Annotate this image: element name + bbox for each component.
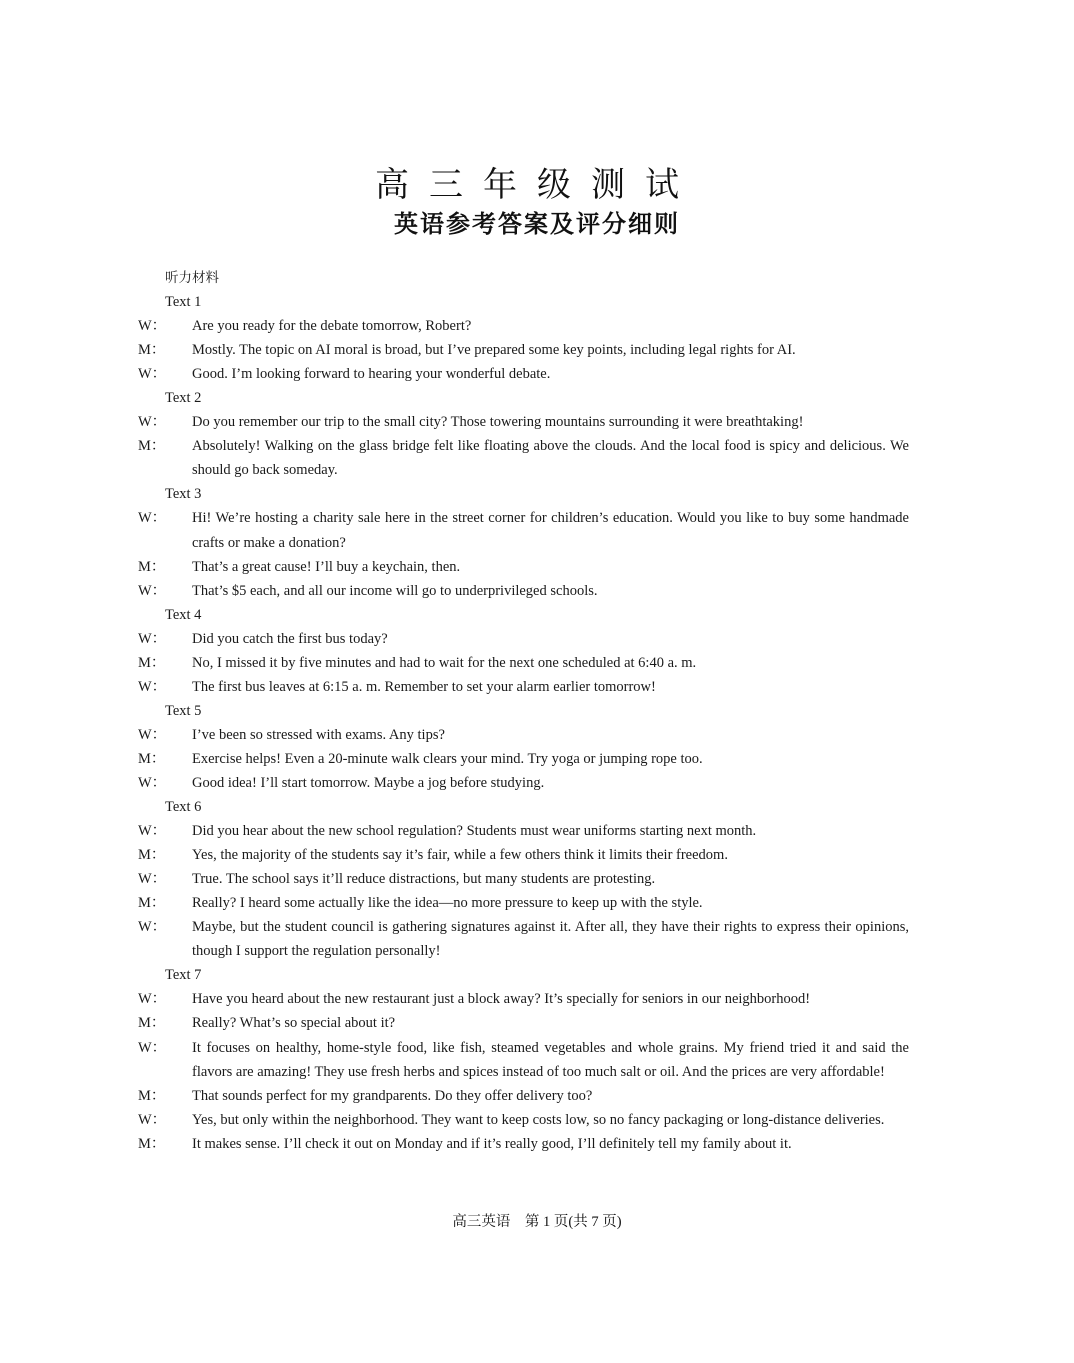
speaker-label: M： (138, 847, 166, 864)
dialogue-text: Good. I’m looking forward to hearing your wonderful debate. (192, 366, 551, 383)
speaker-label: W： (138, 991, 167, 1008)
dialogue-line (138, 723, 909, 747)
speaker-label: W： (138, 726, 167, 743)
speaker-label: M： (138, 750, 166, 767)
text-heading: Text 5 (165, 702, 202, 719)
speaker-label: W： (138, 823, 167, 840)
text-heading: Text 2 (165, 390, 202, 407)
dialogue-text: Maybe, but the student council is gathering signatures against it. After all, they have their rights to express their opinions, though I support the regulation personally! (192, 919, 909, 960)
dialogue-line (138, 579, 909, 603)
dialogue-line (138, 819, 909, 843)
text-heading: Text 7 (165, 967, 202, 984)
dialogue-line (138, 891, 909, 915)
dialogue-line (138, 651, 909, 675)
speaker-label: W： (138, 1111, 167, 1128)
dialogue-text: Absolutely! Walking on the glass bridge felt like floating above the clouds. And the local food is spicy and delicious. We should go back someday. (192, 438, 909, 479)
dialogue-line (138, 338, 909, 362)
dialogue-line (138, 1036, 909, 1084)
dialogue-line (138, 314, 909, 338)
speaker-label: W： (138, 510, 167, 527)
dialogue-text: True. The school says it’ll reduce distractions, but many students are protesting. (192, 871, 656, 888)
dialogue-text: Exercise helps! Even a 20-minute walk clears your mind. Try yoga or jumping rope too. (192, 750, 703, 767)
dialogue-line (138, 747, 909, 771)
speaker-label: M： (138, 1087, 166, 1104)
listening-material (138, 266, 909, 1156)
dialogue-line (138, 1108, 909, 1132)
speaker-label: M： (138, 438, 166, 455)
dialogue-line (138, 434, 909, 482)
dialogue-text: Hi! We’re hosting a charity sale here in the street corner for children’s education. Would you like to buy some handmade crafts or make a donation? (192, 510, 909, 551)
dialogue-line (138, 843, 909, 867)
page-footer: 高三英语 第 1 页(共 7 页) (452, 1214, 622, 1230)
dialogue-text: Are you ready for the debate tomorrow, Robert? (192, 318, 472, 335)
dialogue-text: Really? What’s so special about it? (192, 1015, 396, 1032)
dialogue-line (138, 771, 909, 795)
dialogue-text: Have you heard about the new restaurant just a block away? It’s specially for seniors in our neighborhood! (192, 991, 811, 1008)
dialogue-text: No, I missed it by five minutes and had to wait for the next one scheduled at 6:40 a. m. (192, 654, 697, 671)
dialogue-text: Mostly. The topic on AI moral is broad, but I’ve prepared some key points, including legal rights for AI. (192, 342, 796, 359)
dialogue-text: That sounds perfect for my grandparents. Do they offer delivery too? (192, 1087, 593, 1104)
dialogue-line (138, 555, 909, 579)
speaker-label: W： (138, 774, 167, 791)
dialogue-text: Do you remember our trip to the small city? Those towering mountains surrounding it were breathtaking! (192, 414, 804, 431)
speaker-label: M： (138, 1135, 166, 1152)
dialogue-text: It makes sense. I’ll check it out on Monday and if it’s really good, I’ll definitely tell my family about it. (192, 1135, 792, 1152)
speaker-label: W： (138, 630, 167, 647)
speaker-label: M： (138, 895, 166, 912)
dialogue-text: That’s a great cause! I’ll buy a keychain, then. (192, 558, 461, 575)
speaker-label: W： (138, 366, 167, 383)
dialogue-line (138, 1084, 909, 1108)
dialogue-text: Did you hear about the new school regulation? Students must wear uniforms starting next month. (192, 823, 757, 840)
text-heading: Text 4 (165, 606, 202, 623)
speaker-label: W： (138, 919, 167, 936)
dialogue-text: Good idea! I’ll start tomorrow. Maybe a jog before studying. (192, 774, 545, 791)
dialogue-text: Really? I heard some actually like the idea—no more pressure to keep up with the style. (192, 895, 703, 912)
speaker-label: M： (138, 1015, 166, 1032)
dialogue-line (138, 362, 909, 386)
dialogue-text: It focuses on healthy, home-style food, like fish, steamed vegetables and whole grains. My friend tried it and said the flavors are amazing! They use fresh herbs and spices instead of too much salt or oil. And the prices are very affordable! (192, 1039, 909, 1080)
section-label: 听力材料 (165, 270, 219, 286)
text-heading: Text 6 (165, 799, 202, 816)
dialogue-line (138, 1011, 909, 1035)
page-subtitle: 英语参考答案及评分细则 (394, 210, 680, 238)
dialogue-text: That’s $5 each, and all our income will go to underprivileged schools. (192, 582, 598, 599)
dialogue-line (138, 867, 909, 891)
dialogue-text: Yes, the majority of the students say it’s fair, while a few others think it limits their freedom. (192, 847, 728, 864)
speaker-label: W： (138, 582, 167, 599)
speaker-label: W： (138, 871, 167, 888)
speaker-label: M： (138, 654, 166, 671)
speaker-label: W： (138, 318, 167, 335)
speaker-label: W： (138, 1039, 167, 1056)
dialogue-line (138, 675, 909, 699)
speaker-label: M： (138, 558, 166, 575)
dialogue-text: I’ve been so stressed with exams. Any tips? (192, 726, 445, 743)
text-heading: Text 1 (165, 294, 202, 311)
dialogue-line (138, 627, 909, 651)
page-title: 高三年级测试 (375, 165, 699, 205)
dialogue-text: Did you catch the first bus today? (192, 630, 388, 647)
text-heading: Text 3 (165, 486, 202, 503)
dialogue-line (138, 915, 909, 963)
speaker-label: M： (138, 342, 166, 359)
speaker-label: W： (138, 678, 167, 695)
speaker-label: W： (138, 414, 167, 431)
dialogue-line (138, 506, 909, 554)
dialogue-line (138, 1132, 909, 1156)
dialogue-text: Yes, but only within the neighborhood. They want to keep costs low, so no fancy packaging or long-distance deliveries. (192, 1111, 885, 1128)
dialogue-text: The first bus leaves at 6:15 a. m. Remember to set your alarm earlier tomorrow! (192, 678, 656, 695)
dialogue-line (138, 987, 909, 1011)
dialogue-line (138, 410, 909, 434)
